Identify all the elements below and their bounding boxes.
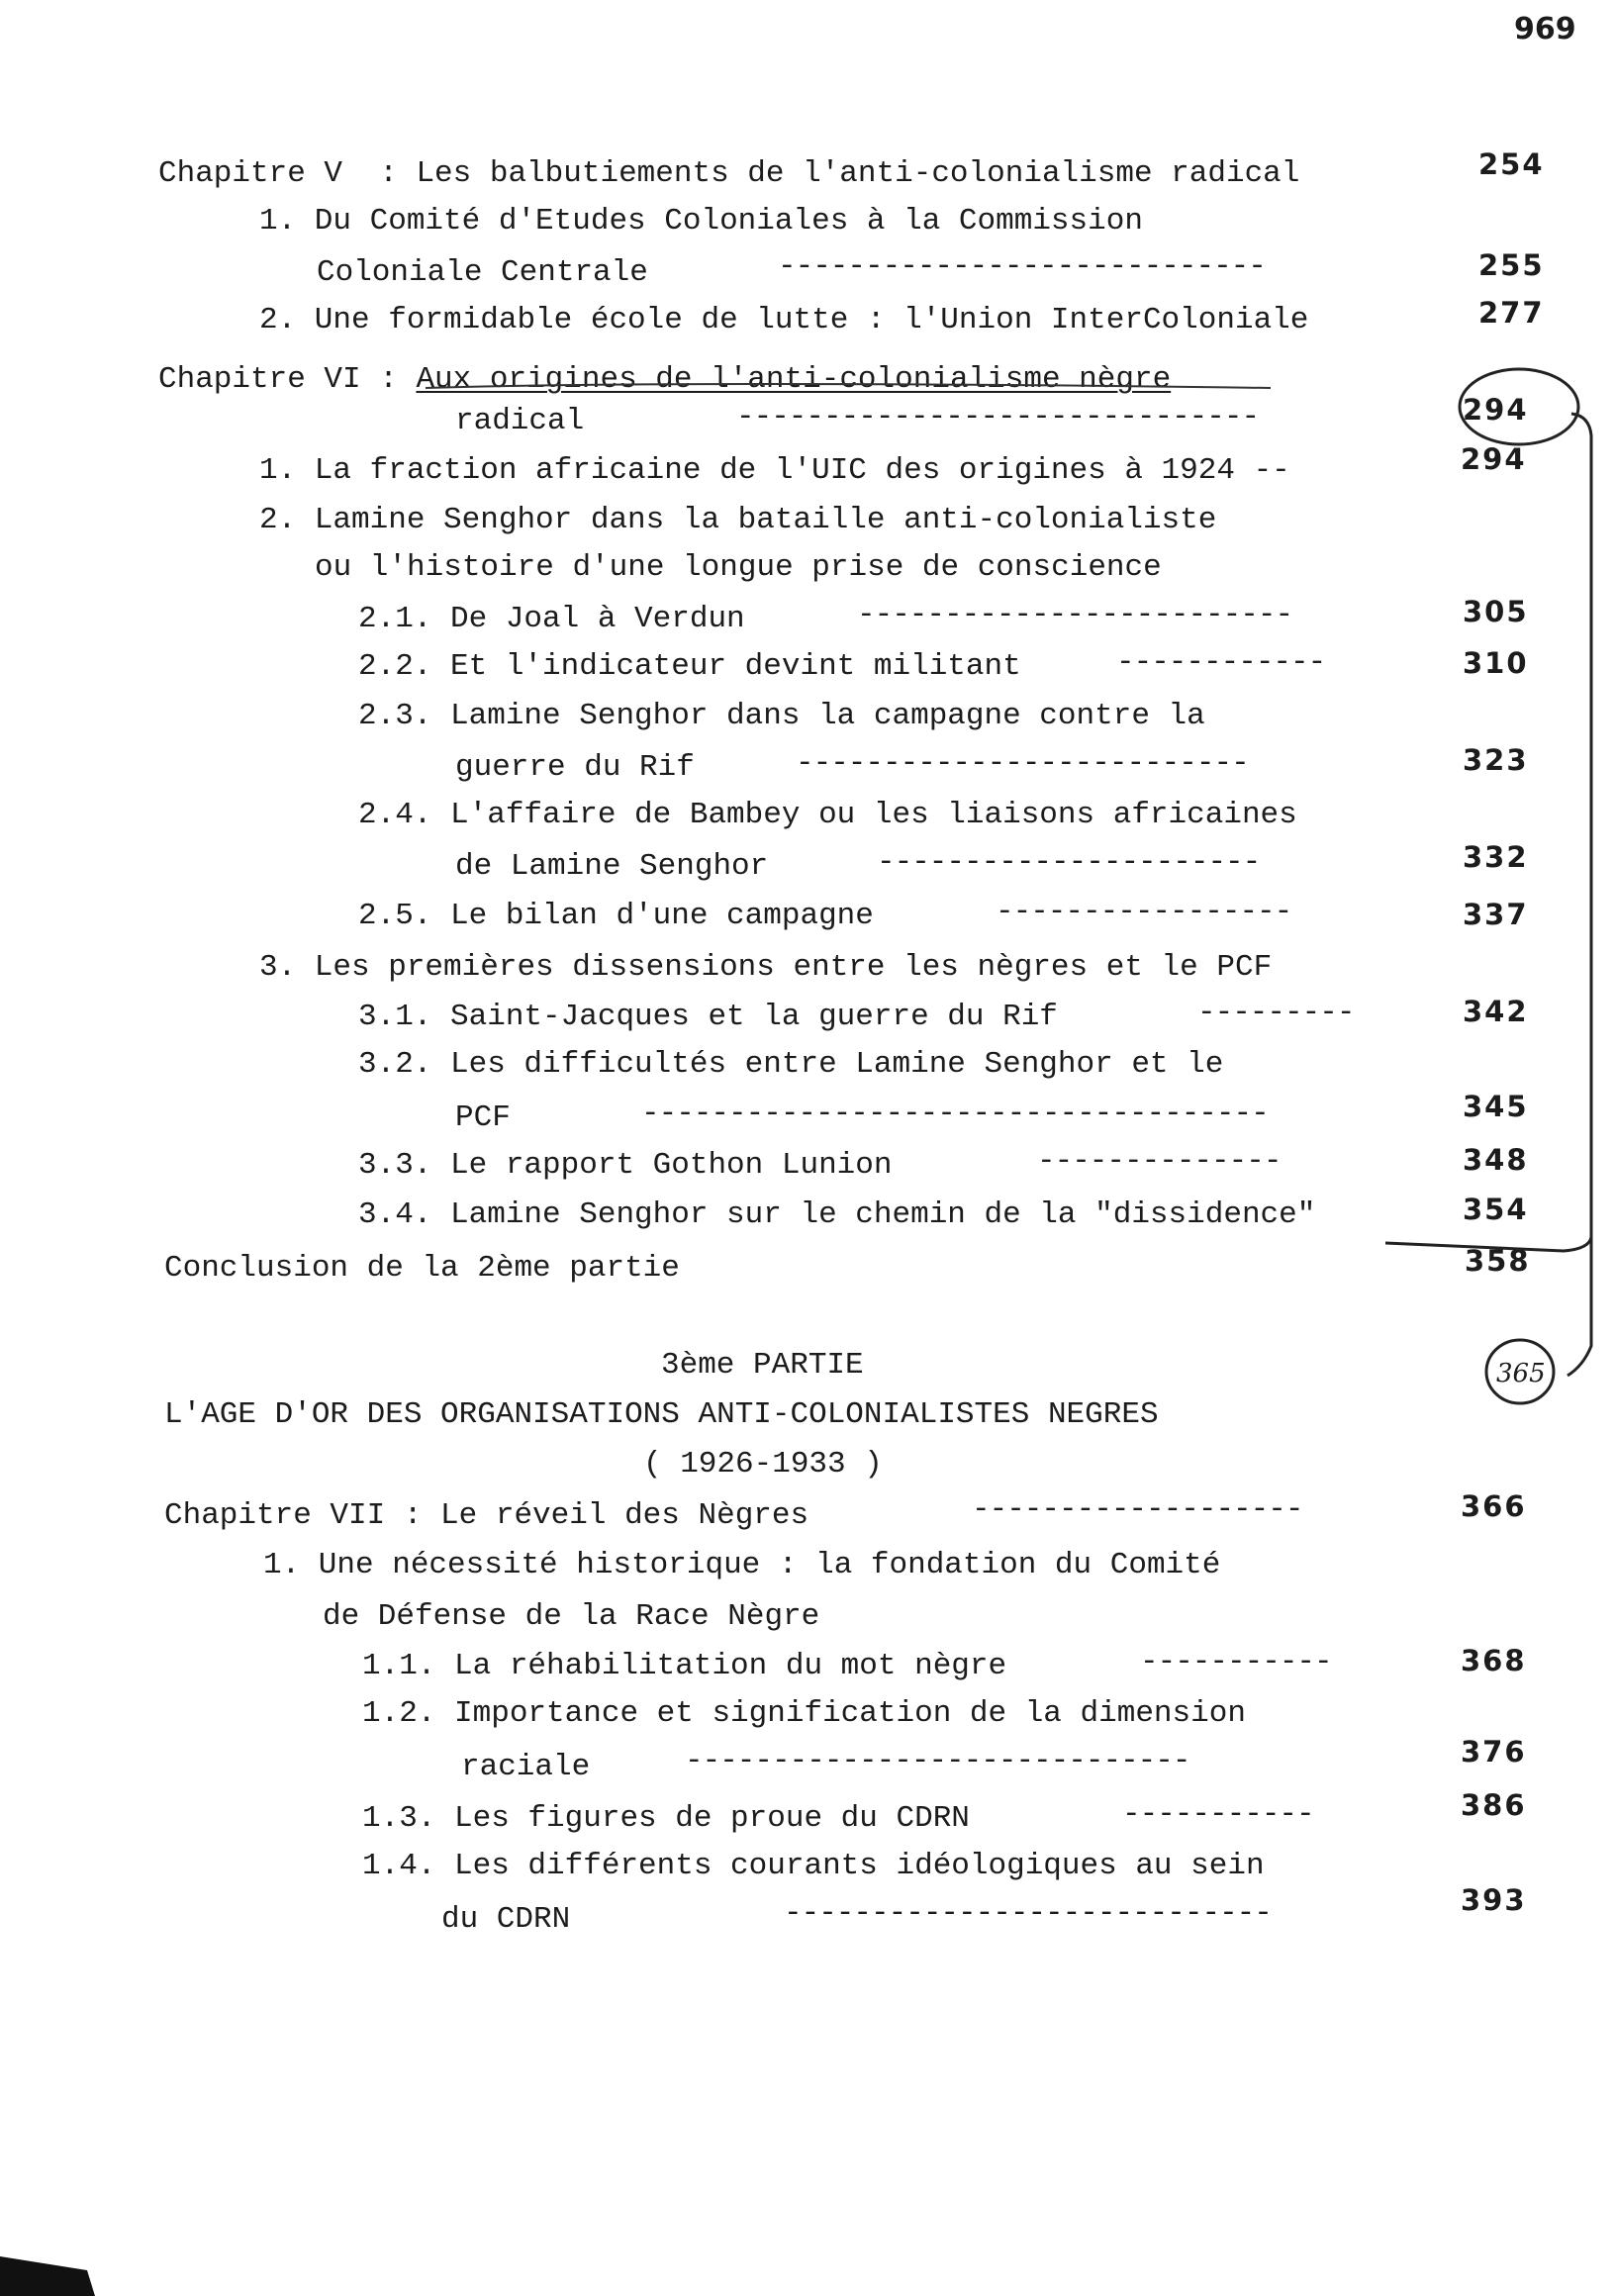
toc-page-num: 310 xyxy=(1463,646,1529,680)
toc-page-num: 368 xyxy=(1461,1644,1527,1677)
toc-subsection: 2.3. Lamine Senghor dans la campagne contre la xyxy=(358,699,1205,733)
toc-section: 1. Du Comité d'Etudes Coloniales à la Commission xyxy=(259,204,1143,239)
toc-leader: ------------ xyxy=(1116,645,1326,680)
toc-page-num: 294 xyxy=(1461,442,1527,476)
toc-page-num: 332 xyxy=(1463,840,1529,874)
toc-leader: ----------------------------- xyxy=(685,1744,1190,1778)
toc-page-num: 254 xyxy=(1478,147,1545,181)
toc-leader: ------------------------- xyxy=(857,598,1293,632)
toc-leader: ----------------- xyxy=(996,895,1292,929)
toc-page-num: 337 xyxy=(1463,898,1529,931)
toc-subsection: 1.1. La réhabilitation du mot nègre xyxy=(362,1649,1007,1683)
toc-chapter-6 xyxy=(158,362,1171,398)
toc-section: 3. Les premières dissensions entre les nègres et le PCF xyxy=(259,950,1273,985)
toc-subsection: 1.4. Les différents courants idéologiques au sein xyxy=(362,1849,1265,1883)
page-number: 969 xyxy=(1514,12,1576,47)
toc-section: 1. Une nécessité historique : la fondation du Comité xyxy=(263,1548,1221,1582)
toc-subsection-cont: du CDRN xyxy=(441,1902,571,1937)
toc-subsection: 1.2. Importance et signification de la dimension xyxy=(362,1696,1246,1731)
toc-section: 1. La fraction africaine de l'UIC des origines à 1924 -- xyxy=(259,453,1290,488)
toc-subsection-cont: PCF xyxy=(455,1100,511,1135)
toc-chapter-6-cont: radical xyxy=(455,404,585,438)
toc-subsection: 2.1. De Joal à Verdun xyxy=(358,602,745,636)
toc-leader: ---------------------------- xyxy=(778,249,1266,284)
part-label: 3ème PARTIE xyxy=(661,1348,864,1383)
toc-subsection: 2.2. Et l'indicateur devint militant xyxy=(358,649,1021,684)
toc-subsection: 3.1. Saint-Jacques et la guerre du Rif xyxy=(358,1000,1058,1034)
toc-page-num: 386 xyxy=(1461,1788,1527,1822)
toc-page-num: 255 xyxy=(1478,248,1545,282)
toc-page-num: 348 xyxy=(1463,1143,1529,1177)
toc-page-num: 393 xyxy=(1461,1883,1527,1917)
toc-chapter-6-title: Aux origines de l'anti-colonialisme nègre xyxy=(416,362,1172,397)
toc-page-num: 323 xyxy=(1463,743,1529,777)
toc-subsection: 3.2. Les difficultés entre Lamine Senghor et le xyxy=(358,1047,1224,1082)
toc-subsection: 1.3. Les figures de proue du CDRN xyxy=(362,1801,970,1836)
toc-page-num: 358 xyxy=(1465,1244,1531,1278)
toc-subsection: 2.5. Le bilan d'une campagne xyxy=(358,899,874,933)
toc-subsection: 2.4. L'affaire de Bambey ou les liaisons africaines xyxy=(358,798,1297,832)
toc-subsection: 3.3. Le rapport Gothon Lunion xyxy=(358,1148,893,1183)
toc-chapter-6-label: Chapitre VI : xyxy=(158,362,417,397)
toc-subsection: 3.4. Lamine Senghor sur le chemin de la "dissidence" xyxy=(358,1197,1316,1232)
toc-subsection-cont: de Lamine Senghor xyxy=(455,849,769,884)
toc-leader: -------------- xyxy=(1037,1144,1282,1179)
toc-page-num-circled: 294 xyxy=(1463,393,1529,427)
toc-section-cont: Coloniale Centrale xyxy=(317,255,648,290)
toc-leader: ---------------------- xyxy=(877,845,1261,880)
toc-leader: ------------------- xyxy=(972,1492,1303,1527)
toc-page-num: 305 xyxy=(1463,595,1529,628)
toc-page-num: 345 xyxy=(1463,1090,1529,1123)
toc-page-num: 342 xyxy=(1463,995,1529,1028)
toc-page-num: 277 xyxy=(1478,296,1545,330)
part-title: L'AGE D'OR DES ORGANISATIONS ANTI-COLONIALISTES NEGRES xyxy=(164,1397,1159,1432)
toc-section: 2. Lamine Senghor dans la bataille anti-colonialiste xyxy=(259,503,1217,537)
part-dates: ( 1926-1933 ) xyxy=(643,1447,883,1482)
arrow-mark xyxy=(0,2256,95,2296)
toc-page-num: 354 xyxy=(1463,1193,1529,1226)
toc-conclusion: Conclusion de la 2ème partie xyxy=(164,1251,680,1286)
toc-leader: ----------- xyxy=(1140,1645,1332,1679)
toc-leader: ----------- xyxy=(1122,1797,1314,1832)
toc-leader: --------- xyxy=(1197,996,1355,1030)
toc-chapter-5: Chapitre V : Les balbutiements de l'anti-colonialisme radical xyxy=(158,156,1300,191)
pen-bracket-tail xyxy=(1568,1237,1591,1376)
toc-leader: ---------------------------- xyxy=(784,1896,1272,1931)
toc-section: 2. Une formidable école de lutte : l'Union InterColoniale xyxy=(259,303,1309,337)
toc-leader: ------------------------------------ xyxy=(641,1097,1269,1131)
toc-chapter-7: Chapitre VII : Le réveil des Nègres xyxy=(164,1498,809,1533)
toc-page-num: 366 xyxy=(1461,1489,1527,1523)
toc-subsection-cont: guerre du Rif xyxy=(455,750,695,785)
pen-bracket xyxy=(1385,414,1591,1251)
toc-section-cont: ou l'histoire d'une longue prise de conscience xyxy=(315,550,1162,585)
handwritten-note: 365 xyxy=(1496,1359,1546,1388)
toc-section-cont: de Défense de la Race Nègre xyxy=(323,1599,820,1634)
toc-leader: -------------------------- xyxy=(796,746,1249,781)
toc-page-num: 376 xyxy=(1461,1735,1527,1769)
toc-leader: ------------------------------ xyxy=(736,400,1260,434)
toc-subsection-cont: raciale xyxy=(461,1750,591,1784)
